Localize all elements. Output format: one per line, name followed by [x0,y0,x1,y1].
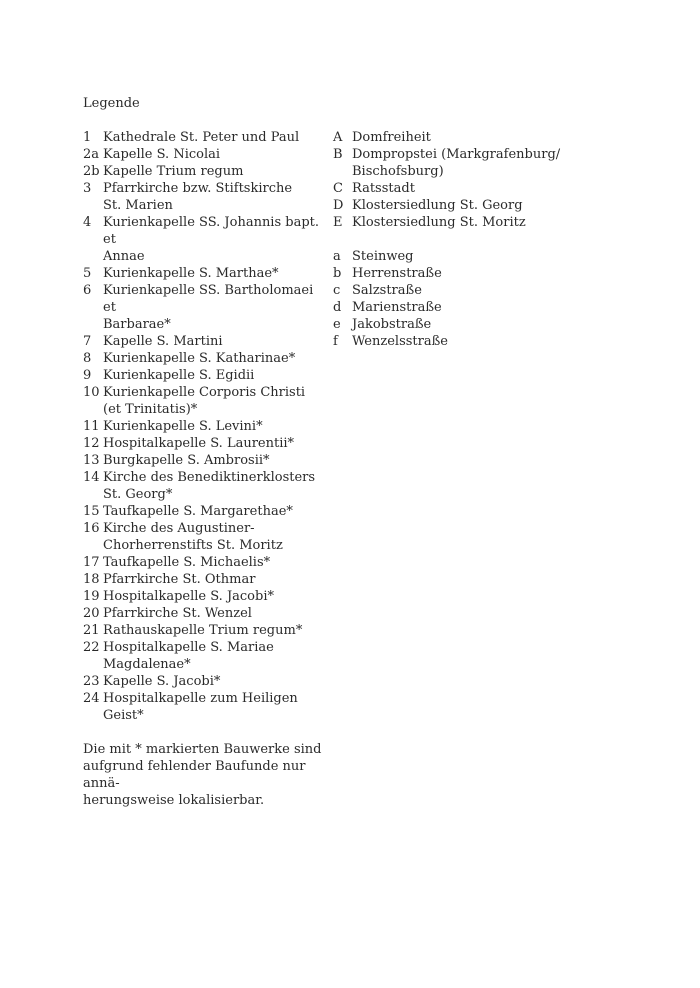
building-entry-key: 4 [83,215,92,230]
building-entry [83,503,328,520]
street-entry [333,333,573,350]
list-spacer [333,231,573,248]
building-entry-key: 17 [83,555,100,570]
building-entry [83,690,328,724]
building-entry [83,180,328,214]
building-entry-key: 1 [83,130,92,145]
street-entry-key: c [333,283,341,298]
building-entry-text: Kapelle S. Martini [103,334,223,349]
building-entry-key: 14 [83,470,100,485]
building-entry-key: 20 [83,606,100,621]
building-entry [83,435,328,452]
building-entry [83,214,328,265]
district-entry-key: D [333,198,344,213]
building-entry-text: Taufkapelle S. Margarethae* [103,504,293,519]
district-entry [333,180,573,197]
building-entry-key: 3 [83,181,92,196]
legend-title: Legende [83,96,140,111]
street-entry-text: Wenzelsstraße [352,334,448,349]
building-entry-text: Kurienkapelle Corporis Christi (et Trinitatis)* [103,385,306,417]
building-entry-key: 12 [83,436,100,451]
building-entry [83,520,328,554]
building-entry-text: Kurienkapelle S. Katharinae* [103,351,296,366]
district-entry [333,129,573,146]
building-entry-key: 24 [83,691,100,706]
building-entry-text: Kurienkapelle SS. Johannis bapt. et Annae [103,215,320,264]
building-entry-key: 15 [83,504,100,519]
building-entry [83,418,328,435]
building-entry [83,333,328,350]
street-entry [333,282,573,299]
building-entry-text: Kurienkapelle S. Levini* [103,419,263,434]
street-entry [333,316,573,333]
street-entry [333,248,573,265]
street-entry-text: Herrenstraße [352,266,442,281]
street-entry-key: b [333,266,342,281]
building-entry-key: 9 [83,368,92,383]
buildings-list [83,129,328,724]
building-entry-text: Kirche des Benediktinerklosters St. Georg* [103,470,316,502]
building-entry [83,605,328,622]
building-entry [83,588,328,605]
district-entry-key: A [333,130,343,145]
building-entry-text: Hospitalkapelle S. Jacobi* [103,589,274,604]
building-entry-key: 23 [83,674,100,689]
district-entry-text: Domfreiheit [352,130,431,145]
building-entry-text: Taufkapelle S. Michaelis* [103,555,271,570]
building-entry [83,452,328,469]
district-entry-text: Klostersiedlung St. Moritz [352,215,526,230]
district-entry [333,214,573,231]
building-entry-key: 11 [83,419,100,434]
building-entry-text: Kurienkapelle SS. Bartholomaei et Barbarae* [103,283,314,332]
building-entry-text: Kurienkapelle S. Marthae* [103,266,279,281]
building-entry [83,163,328,180]
building-entry-key: 13 [83,453,100,468]
street-entry-key: e [333,317,341,332]
building-entry-text: Kapelle S. Jacobi* [103,674,221,689]
street-entry-key: d [333,300,342,315]
building-entry-text: Kirche des Augustiner- Chorherrenstifts St. Moritz [103,521,283,553]
district-entry-text: Ratsstadt [352,181,415,196]
building-entry-text: Kapelle Trium regum [103,164,244,179]
building-entry-text: Hospitalkapelle zum Heiligen Geist* [103,691,298,723]
district-entry [333,146,573,180]
street-entry-key: a [333,249,341,264]
building-entry [83,367,328,384]
building-entry [83,622,328,639]
building-entry-key: 6 [83,283,92,298]
building-entry [83,350,328,367]
district-entry-text: Klostersiedlung St. Georg [352,198,523,213]
building-entry [83,282,328,333]
districts-streets-column [333,129,573,350]
building-entry-key: 10 [83,385,100,400]
building-entry-key: 2a [83,147,100,162]
building-entry-text: Pfarrkirche St. Wenzel [103,606,252,621]
building-entry-key: 5 [83,266,92,281]
street-entry [333,265,573,282]
street-entry-text: Jakobstraße [352,317,432,332]
street-entry-text: Steinweg [352,249,414,264]
building-entry-key: 2b [83,164,100,179]
building-entry-text: Burgkapelle S. Ambrosii* [103,453,270,468]
street-entry [333,299,573,316]
district-entry-key: B [333,147,343,162]
street-entry-key: f [333,334,338,349]
district-entry [333,197,573,214]
street-entry-text: Marienstraße [352,300,442,315]
building-entry-key: 22 [83,640,100,655]
building-entry [83,129,328,146]
building-entry-text: Kathedrale St. Peter und Paul [103,130,300,145]
building-entry [83,384,328,418]
footnote: Die mit * markierten Bauwerke sind aufgrund fehlender Baufunde nur annä- herungsweise lokalisierbar. [83,742,322,808]
building-entry [83,571,328,588]
district-entry-key: E [333,215,343,230]
building-entry-key: 21 [83,623,100,638]
buildings-column [83,129,328,809]
building-entry-text: Pfarrkirche St. Othmar [103,572,256,587]
building-entry-key: 16 [83,521,100,536]
building-entry-key: 7 [83,334,92,349]
building-entry-text: Hospitalkapelle S. Laurentii* [103,436,295,451]
building-entry [83,673,328,690]
building-entry [83,146,328,163]
district-entry-key: C [333,181,343,196]
building-entry-key: 8 [83,351,92,366]
building-entry [83,265,328,282]
building-entry [83,469,328,503]
building-entry-text: Pfarrkirche bzw. Stiftskirche St. Marien [103,181,293,213]
building-entry-key: 19 [83,589,100,604]
street-entry-text: Salzstraße [352,283,422,298]
district-entry-text: Dompropstei (Markgrafenburg/ Bischofsburg) [352,147,561,179]
building-entry-text: Rathauskapelle Trium regum* [103,623,303,638]
building-entry-text: Kapelle S. Nicolai [103,147,221,162]
building-entry [83,554,328,571]
districts-list [333,129,573,231]
building-entry [83,639,328,673]
building-entry-text: Hospitalkapelle S. Mariae Magdalenae* [103,640,274,672]
streets-list [333,248,573,350]
building-entry-text: Kurienkapelle S. Egidii [103,368,255,383]
building-entry-key: 18 [83,572,100,587]
